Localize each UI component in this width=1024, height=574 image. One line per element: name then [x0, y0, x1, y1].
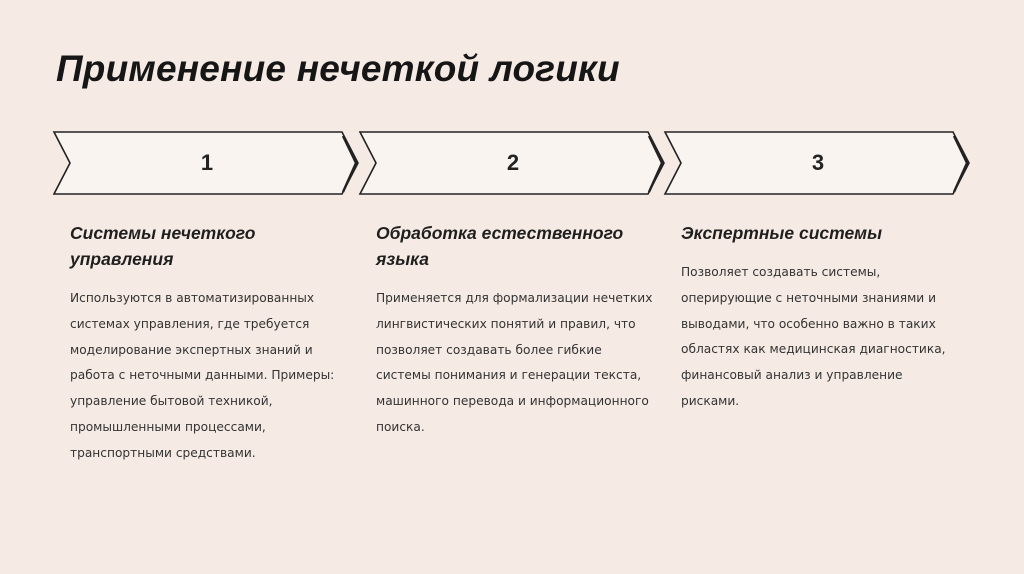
column-description: Используются в автоматизированных системах управления, где требуется моделирование экспертных знаний и работа с неточными данными. Примеры: управление бытовой техникой, промышленными процессами, транспортными средствами. — [70, 291, 335, 460]
step-number: 2 — [506, 150, 520, 175]
step-arrow-1 — [52, 130, 362, 196]
step-arrow-3 — [663, 130, 973, 196]
column-nlp — [376, 220, 656, 441]
step-number: 3 — [811, 150, 825, 175]
step-arrow-2 — [358, 130, 668, 196]
column-fuzzy-control — [70, 220, 350, 467]
column-heading: Обработка естественного языка — [376, 223, 624, 269]
step-number: 1 — [200, 150, 214, 175]
column-description: Применяется для формализации нечетких лингвистических понятий и правил, что позволяет создавать более гибкие системы понимания и генерации текста, машинного перевода и информационного поиска. — [376, 291, 653, 434]
column-heading: Экспертные системы — [681, 223, 883, 243]
column-description: Позволяет создавать системы, оперирующие с неточными знаниями и выводами, что особенно важно в таких областях как медицинская диагностика, финансовый анализ и управление рисками. — [681, 265, 946, 408]
column-expert-systems — [681, 220, 961, 415]
column-heading: Системы нечеткого управления — [70, 223, 256, 269]
slide-title: Применение нечеткой логики — [56, 48, 620, 89]
